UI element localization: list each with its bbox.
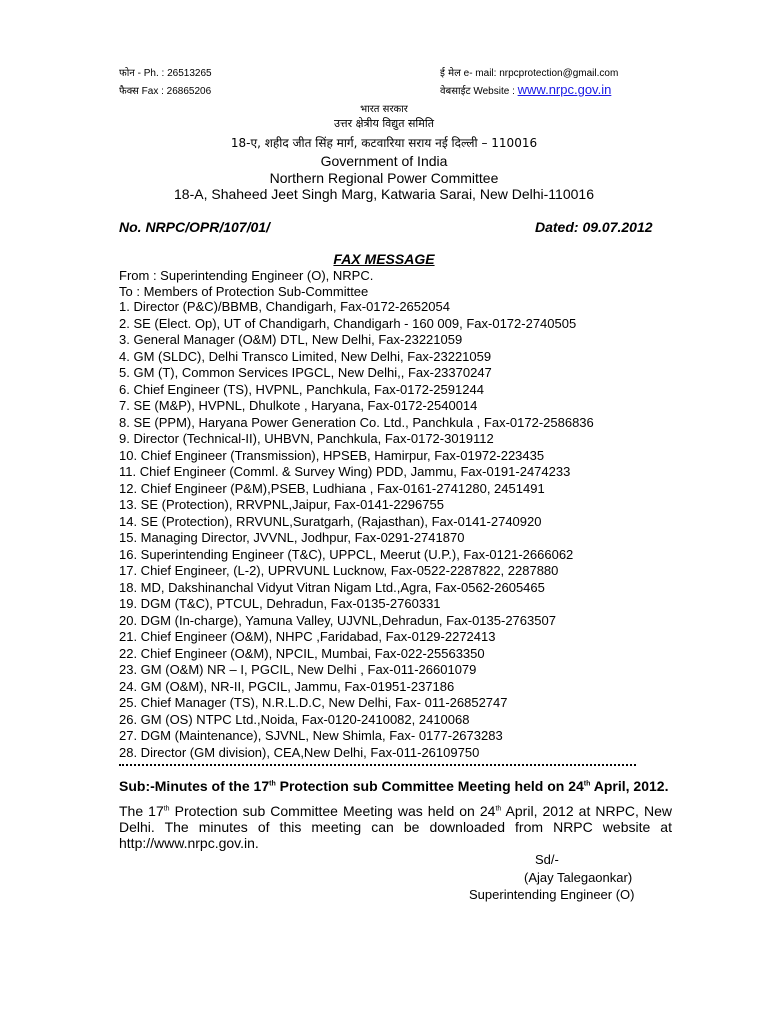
recipient-item: 11. Chief Engineer (Comml. & Survey Wing) PDD, Jammu, Fax-0191-2474233 — [119, 464, 571, 479]
recipient-item: 28. Director (GM division), CEA,New Delhi, Fax-011-26109750 — [119, 744, 480, 760]
recipient-item: 16. Superintending Engineer (T&C), UPPCL, Meerut (U.P.), Fax-0121-2666062 — [119, 546, 574, 562]
recipient-item: 7. SE (M&P), HVPNL, Dhulkote , Haryana, Fax-0172-2540014 — [119, 398, 478, 413]
recipient-item: 1. Director (P&C)/BBMB, Chandigarh, Fax-0172-2652054 — [119, 299, 450, 314]
email-line — [440, 68, 618, 80]
subject-line: Sub:-Minutes of the 17th Protection sub Committee Meeting held on 24th April, 2012. — [119, 778, 669, 794]
email-address: e- mail: nrpcprotection@gmail.com — [463, 68, 619, 79]
signature-sd: Sd/- — [535, 852, 559, 867]
signatory-designation: Superintending Engineer (O) — [469, 887, 635, 902]
recipient-item: 27. DGM (Maintenance), SJVNL, New Shimla, Fax- 0177-2673283 — [119, 728, 503, 743]
recipient-item: 18. MD, Dakshinanchal Vidyut Vitran Nigam Ltd.,Agra, Fax-0562-2605465 — [119, 579, 545, 595]
recipient-item: 23. GM (O&M) NR – I, PGCIL, New Delhi , Fax-011-26601079 — [119, 662, 477, 677]
recipient-item: 9. Director (Technical-II), UHBVN, Panchkula, Fax-0172-3019112 — [119, 431, 494, 446]
website-hindi-label: वेबसाईट — [440, 86, 471, 97]
recipient-item: 14. SE (Protection), RRVUNL,Suratgarh, (Rajasthan), Fax-0141-2740920 — [119, 513, 542, 529]
hindi-address: 18-ए, शहीद जीत सिंह मार्ग, कटवारिया सराय नई दिल्ली – 110016 — [230, 136, 538, 150]
phone-hindi-label: फोन — [119, 68, 135, 79]
reference-number: No. NRPC/OPR/107/01/ — [119, 219, 270, 235]
govt-name: Government of India — [320, 153, 448, 169]
website-label: Website : — [473, 86, 515, 97]
recipient-item: 22. Chief Engineer (O&M), NPCIL, Mumbai, Fax-022-25563350 — [119, 645, 485, 661]
recipient-item: 24. GM (O&M), NR-II, PGCIL, Jammu, Fax-01951-237186 — [119, 678, 455, 694]
hindi-govt: भारत सरकार — [360, 104, 408, 115]
recipient-item: 4. GM (SLDC), Delhi Transco Limited, New Delhi, Fax-23221059 — [119, 348, 492, 364]
body-paragraph: The 17th Protection sub Committee Meeting was held on 24th April, 2012 at NRPC, New Delhi. The minutes of this meeting can be downloaded from NRPC website at http://www.nrpc.gov.in. — [119, 803, 672, 851]
recipient-item: 15. Managing Director, JVVNL, Jodhpur, Fax-0291-2741870 — [119, 530, 465, 545]
committee-name: Northern Regional Power Committee — [269, 170, 499, 186]
phone-line — [119, 68, 212, 80]
recipient-list — [119, 299, 719, 761]
recipient-item: 6. Chief Engineer (TS), HVPNL, Panchkula, Fax-0172-2591244 — [119, 381, 484, 397]
recipient-item: 12. Chief Engineer (P&M),PSEB, Ludhiana , Fax-0161-2741280, 2451491 — [119, 480, 545, 496]
recipient-item: 3. General Manager (O&M) DTL, New Delhi, Fax-23221059 — [119, 332, 463, 347]
fax-hindi-label: फैक्स — [119, 86, 139, 97]
letter-date: Dated: 09.07.2012 — [535, 219, 653, 235]
website-link[interactable]: www.nrpc.gov.in — [517, 82, 612, 97]
recipient-item: 19. DGM (T&C), PTCUL, Dehradun, Fax-0135-2760331 — [119, 596, 441, 611]
recipient-item: 2. SE (Elect. Op), UT of Chandigarh, Chandigarh - 160 009, Fax-0172-2740505 — [119, 315, 577, 331]
fax-line — [119, 86, 211, 98]
email-hindi-label: ई मेल — [440, 68, 461, 79]
website-line — [440, 84, 611, 98]
fax-number: Fax : 26865206 — [141, 86, 212, 97]
recipient-item: 5. GM (T), Common Services IPGCL, New Delhi,, Fax-23370247 — [119, 365, 492, 380]
recipient-item: 10. Chief Engineer (Transmission), HPSEB, Hamirpur, Fax-01972-223435 — [119, 447, 545, 463]
recipient-item: 17. Chief Engineer, (L-2), UPRVUNL Lucknow, Fax-0522-2287822, 2287880 — [119, 563, 559, 578]
to-line: To : Members of Protection Sub-Committee — [119, 284, 369, 299]
phone-number: - Ph. : 26513265 — [137, 68, 212, 79]
recipient-item: 13. SE (Protection), RRVPNL,Jaipur, Fax-0141-2296755 — [119, 497, 444, 512]
from-line: From : Superintending Engineer (O), NRPC. — [119, 268, 374, 283]
recipient-item: 25. Chief Manager (TS), N.R.L.D.C, New Delhi, Fax- 011-26852747 — [119, 695, 508, 710]
recipient-item: 26. GM (OS) NTPC Ltd.,Noida, Fax-0120-2410082, 2410068 — [119, 711, 470, 727]
recipient-item: 8. SE (PPM), Haryana Power Generation Co. Ltd., Panchkula , Fax-0172-2586836 — [119, 414, 594, 430]
recipient-item: 20. DGM (In-charge), Yamuna Valley, UJVNL,Dehradun, Fax-0135-2763507 — [119, 612, 556, 628]
office-address: 18-A, Shaheed Jeet Singh Marg, Katwaria Sarai, New Delhi-110016 — [174, 186, 594, 202]
signatory-name: (Ajay Talegaonkar) — [524, 870, 633, 885]
recipient-item: 21. Chief Engineer (O&M), NHPC ,Faridabad, Fax-0129-2272413 — [119, 629, 496, 644]
document-title: FAX MESSAGE — [333, 251, 435, 267]
dotted-divider — [119, 764, 636, 766]
hindi-committee: उत्तर क्षेत्रीय विद्युत समिति — [334, 117, 434, 130]
